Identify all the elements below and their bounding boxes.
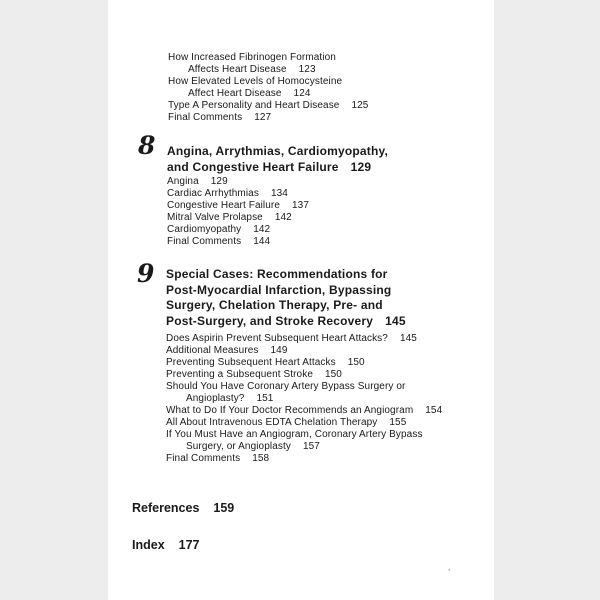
toc-entry: Final Comments 158 [166,453,270,464]
toc-entry: Preventing Subsequent Heart Attacks 150 [166,357,365,368]
toc-entry: Surgery, or Angioplasty 157 [186,441,320,452]
toc-entry: Cardiac Arrhythmias 134 [167,188,288,199]
toc-backmatter-index: Index 177 [132,538,200,552]
stray-mark: , [448,563,451,572]
toc-entry: Angina 129 [167,176,228,187]
toc-entry: All About Intravenous EDTA Chelation Therapy 155 [166,417,407,428]
toc-entry: Final Comments 144 [167,236,271,247]
toc-entry: What to Do If Your Doctor Recommends an Angiogram 154 [166,405,443,416]
toc-entry: Should You Have Coronary Artery Bypass Surgery or [166,381,406,392]
toc-entry: Affects Heart Disease 123 [188,64,316,75]
toc-entry: How Increased Fibrinogen Formation [168,52,336,63]
toc-entry: How Elevated Levels of Homocysteine [168,76,343,87]
toc-entry: Final Comments 127 [168,112,272,123]
toc-entry: Affect Heart Disease 124 [188,88,311,99]
chapter-title: Special Cases: Recommendations for Post-Myocardial Infarction, Bypassing Surgery, Chelation Therapy, Pre- and Post-Surgery, and Stroke Recovery 145 [166,267,406,328]
toc-entry: Cardiomyopathy 142 [167,224,271,235]
toc-entry: Type A Personality and Heart Disease 125 [168,100,369,111]
toc-entry: Congestive Heart Failure 137 [167,200,310,211]
chapter-title: Angina, Arrythmias, Cardiomyopathy, and Congestive Heart Failure 129 [167,144,389,174]
toc-entry: Angioplasty? 151 [186,393,274,404]
toc-entry: Mitral Valve Prolapse 142 [167,212,292,223]
book-page [108,0,494,600]
chapter-number: 9 [137,259,155,288]
toc-entry: Does Aspirin Prevent Subsequent Heart Attacks? 145 [166,333,417,344]
toc-entry: If You Must Have an Angiogram, Coronary Artery Bypass [166,429,423,440]
chapter-number: 8 [138,131,156,160]
toc-backmatter-references: References 159 [132,501,235,515]
toc-entry: Preventing a Subsequent Stroke 150 [166,369,342,380]
toc-entry: Additional Measures 149 [166,345,288,356]
